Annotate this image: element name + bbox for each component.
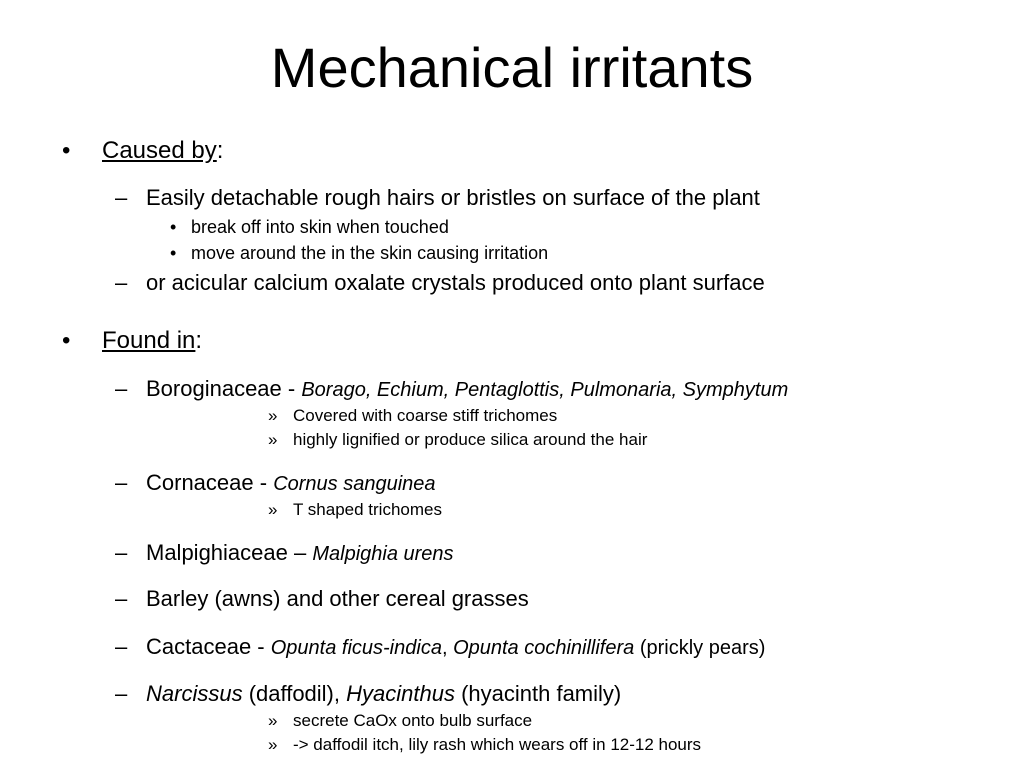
sub-bullet-marker: • [170, 217, 177, 237]
narcissus-note: secrete CaOx onto bulb surface [293, 711, 533, 730]
chevron-marker: » [268, 711, 278, 730]
chevron-marker: » [268, 735, 278, 754]
found-in-barley: Barley (awns) and other cereal grasses [146, 586, 529, 611]
genus-name: Narcissus [146, 681, 243, 706]
found-in-label: Found in [102, 327, 196, 354]
chevron-marker: » [268, 500, 278, 519]
caused-by-subitem: move around the in the skin causing irritation [191, 243, 549, 263]
dash-marker: – [115, 540, 128, 565]
boroginaceae-note: Covered with coarse stiff trichomes [293, 406, 558, 425]
species-name: Opunta ficus-indica [270, 637, 442, 659]
found-in-colon: : [195, 327, 203, 354]
narcissus-note: -> daffodil itch, lily rash which wears off in 12-12 hours [293, 735, 702, 754]
species-name: Malpighia urens [312, 543, 454, 565]
caused-by-colon: : [216, 137, 224, 164]
dash-marker: – [115, 586, 128, 611]
common-name: (daffodil), [242, 681, 347, 706]
dash-marker: – [115, 470, 128, 495]
found-in-cactaceae [146, 633, 765, 661]
dash-marker: – [115, 634, 128, 659]
slide-title: Mechanical irritants [270, 36, 754, 99]
family-name: Cornaceae - [146, 470, 274, 495]
common-name: (hyacinth family) [454, 681, 622, 706]
genus-list: Borago, Echium, Pentaglottis, Pulmonaria, Symphytum [301, 379, 789, 401]
common-name: (prickly pears) [634, 637, 766, 659]
species-name: Opunta cochinillifera [453, 637, 635, 659]
species-separator: , [441, 637, 454, 659]
found-in-malpighiaceae [146, 539, 454, 567]
species-name: Cornus sanguinea [273, 473, 436, 495]
found-in-heading [102, 326, 202, 356]
caused-by-heading [102, 136, 223, 166]
bullet-marker: • [62, 327, 71, 354]
dash-marker: – [115, 185, 128, 210]
sub-bullet-marker: • [170, 243, 177, 263]
family-name: Cactaceae - [146, 634, 271, 659]
found-in-cornaceae [146, 469, 436, 497]
found-in-narcissus [146, 680, 621, 708]
chevron-marker: » [268, 430, 278, 449]
family-name: Boroginaceae - [146, 376, 302, 401]
caused-by-label: Caused by [102, 137, 217, 164]
boroginaceae-note: highly lignified or produce silica around the hair [293, 430, 648, 449]
caused-by-subitem: break off into skin when touched [191, 217, 449, 237]
cornaceae-note: T shaped trichomes [293, 500, 442, 519]
caused-by-item-hairs: Easily detachable rough hairs or bristles on surface of the plant [146, 185, 760, 210]
family-name: Malpighiaceae – [146, 540, 313, 565]
genus-name: Hyacinthus [346, 681, 455, 706]
dash-marker: – [115, 376, 128, 401]
chevron-marker: » [268, 406, 278, 425]
bullet-marker: • [62, 137, 71, 164]
found-in-boroginaceae [146, 375, 788, 403]
dash-marker: – [115, 681, 128, 706]
dash-marker: – [115, 270, 128, 295]
caused-by-item-crystals: or acicular calcium oxalate crystals produced onto plant surface [146, 270, 765, 295]
